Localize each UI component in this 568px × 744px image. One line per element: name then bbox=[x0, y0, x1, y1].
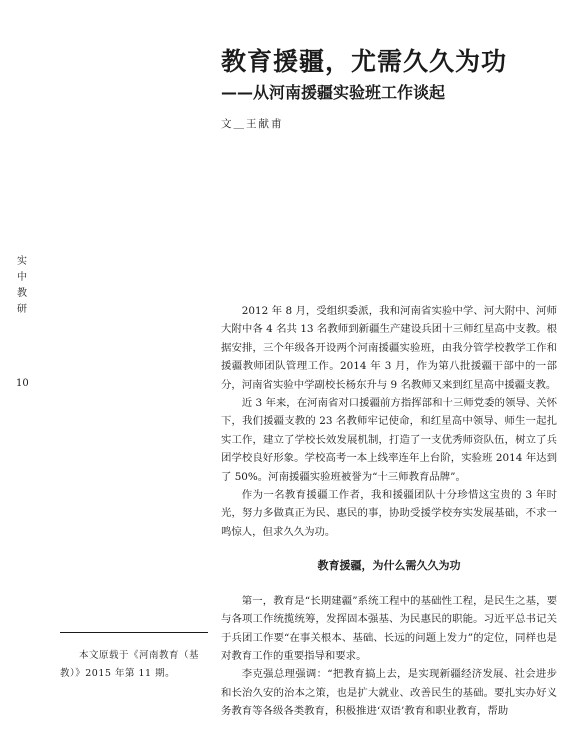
body-paragraph: 李克强总理强调：“把教育搞上去，是实现新疆经济发展、社会进步和长治久安的治本之策，也是扩大就业、改善民生的基础。要扎实办好义务教育等各级各类教育，积极推进‘双语’教育和职业教育，帮助 bbox=[221, 668, 557, 718]
body-paragraph: 第一，教育是“长期建疆”系统工程中的基础性工程，是民生之基，要与各项工作统揽统筹，发挥固本强基、为民惠民的职能。习近平总书记关于兵团工作要“在事关根本、基础、长远的问题上发力”的定位，同样也是对教育工作的重要指导和要求。 bbox=[221, 594, 557, 662]
article-subtitle: ——从河南援疆实验班工作谈起 bbox=[221, 83, 446, 102]
body-paragraph: 作为一名教育援疆工作者，我和援疆团队十分珍惜这宝贵的 3 年时光，努力多做真正为民、惠民的事，协助受援学校夯实发展基础，不求一鸣惊人，但求久久为功。 bbox=[221, 489, 557, 538]
footnote-divider bbox=[60, 632, 208, 633]
article-title: 教育援疆，尤需久久为功 bbox=[221, 47, 508, 76]
body-paragraph: 近 3 年来，在河南省对口援疆前方指挥部和十三师党委的领导、关怀下，我们援疆支教的 23 名教师牢记使命，和红星高中领导、师生一起扎实工作，建立了学校长效发展机制，打造了一支优秀师资队伍，树立了兵团学校良好形象。学校高考一本上线率连年上台阶，实验班 2014 年达到了 50%。河南援疆实验班被誉为“十三师教育品牌”。 bbox=[221, 397, 557, 483]
section-label: 实中教研 bbox=[17, 256, 27, 315]
author-byline: 文＿王献甫 bbox=[221, 118, 284, 130]
source-footnote: 本文原载于《河南教育（基教）》2015 年第 11 期。 bbox=[60, 650, 200, 679]
body-paragraph: 2012 年 8 月，受组织委派，我和河南省实验中学、河大附中、河师大附中各 4 名共 13 名教师到新疆生产建设兵团十三师红星高中支教。根据安排，三个年级各开设两个河南援疆实验班，由我分管学校教学工作和援疆教师团队管理工作。2014 年 3 月，作为第八批援疆干部中的一部分，河南省实验中学副校长杨东升与 9 名教师又来到红星高中援疆支教。 bbox=[221, 305, 557, 391]
page-number: 10 bbox=[16, 378, 29, 389]
article-body bbox=[221, 302, 557, 721]
section-heading: 教育援疆，为什么需久久为功 bbox=[317, 559, 461, 573]
